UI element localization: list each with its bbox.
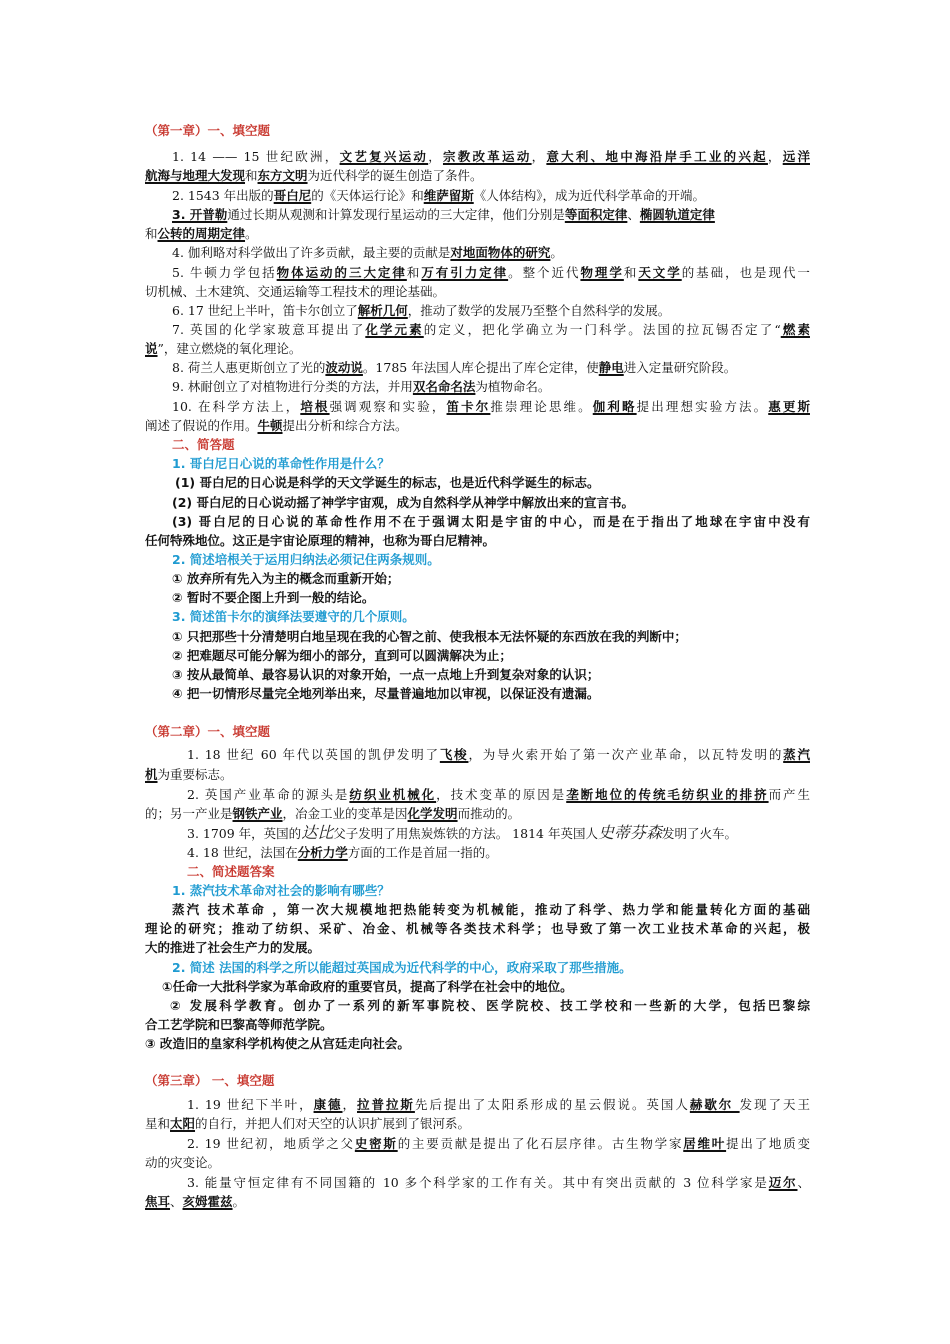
ch3-q1-line2: [145, 1114, 810, 1133]
answer: 牛顿: [257, 418, 283, 433]
text-run: 。: [232, 1194, 246, 1209]
answer: 赫歇尔: [689, 1097, 740, 1112]
ch1-s2-answer-2: ② 暂时不要企图上升到一般的结论。: [172, 590, 375, 605]
ch2-q2-line2: [145, 804, 810, 823]
text-run: 的自行，并把人们对天空的认识扩展到了银河系。: [195, 1116, 471, 1131]
text-run: 的；另一产业是: [145, 806, 233, 821]
ch1-q7-line2: [145, 339, 810, 358]
text-run: 2. 英国产业革命的源头是: [187, 787, 350, 802]
text-run: 发明了火车。: [661, 826, 737, 841]
ch2-q2-line1: [187, 785, 810, 804]
text-run: 9. 林耐创立了对植物进行分类的方法，并用: [172, 379, 413, 394]
text-run: 先后提出了太阳系形成的星云假说。英国人: [414, 1097, 690, 1112]
answer: 文艺复兴运动: [339, 149, 429, 164]
ch1-s1-question: 1. 哥白尼日心说的革命性作用是什么？: [172, 456, 390, 471]
text-run: 而产生: [768, 787, 810, 802]
text-run: ，为导火索开始了第一次产业革命，以瓦特发明的: [468, 747, 784, 762]
answer: 康德: [313, 1097, 343, 1112]
ch1-q5-line1: [172, 263, 810, 282]
answer: 史密斯: [354, 1136, 398, 1151]
text-run: 。: [245, 226, 258, 241]
ch1-q4: [172, 243, 810, 262]
ch2-q4: [187, 843, 810, 862]
ch2-short-answer-heading: 二、简述题答案: [187, 864, 275, 879]
answer: 双名命名法: [412, 379, 476, 394]
text-run: 。1785 年法国人库仑提出了库仑定律，使: [362, 360, 599, 375]
text-run: 进入定量研究阶段。: [623, 360, 737, 375]
chapter-2-heading: （第二章）一、填空题: [145, 724, 271, 739]
text-run: 提出了地质变: [726, 1136, 810, 1151]
ch2-s1-answer-line2: 理论的研究；推动了纺织、采矿、冶金、机械等各类技术科学；也导致了第一次工业技术革命的兴起，极: [145, 921, 810, 936]
answer: 培根: [300, 399, 330, 414]
ch1-q10-line1: [172, 397, 810, 416]
answer: 化学发明: [407, 806, 458, 821]
answer: 飞梭: [439, 747, 469, 762]
ch3-q2-line1: [187, 1134, 810, 1153]
ch1-q1-line2: [145, 166, 810, 185]
text-run: 而推动的。: [457, 806, 521, 821]
answer: 天文学: [638, 265, 682, 280]
answer: 亥姆霍兹: [182, 1194, 233, 1209]
text-run: 推崇理论思维。: [490, 399, 593, 414]
answer: 纺织业机械化: [349, 787, 437, 802]
text-run: ”，建立燃烧的氧化理论。: [157, 341, 302, 356]
text-run: 。整个近代: [508, 265, 581, 280]
handwritten-answer: 达比: [301, 823, 334, 842]
chapter-3-heading: （第三章） 一、填空题: [145, 1073, 275, 1088]
text-run: 为植物命名。: [475, 379, 551, 394]
answer: 钢铁产业: [232, 806, 283, 821]
ch2-s2-answer-3: ③ 改造旧的皇家科学机构使之从宫廷走向社会。: [145, 1036, 410, 1051]
text-run: 、: [797, 1175, 810, 1190]
text-run: 星和: [145, 1116, 171, 1131]
answer: 东方文明: [257, 168, 308, 183]
text-run: 发现了天王: [739, 1097, 810, 1112]
ch1-s3-answer-4: ④ 把一切情形尽量完全地列举出来，尽量普遍地加以审视，以保证没有遗漏。: [172, 686, 600, 701]
text-run: 1. 18 世纪 60 年代以英国的凯伊发明了: [187, 747, 440, 762]
ch1-s3-answer-1: ① 只把那些十分清楚明白地呈现在我的心智之前、使我根本无法怀疑的东西放在我的判断中；: [172, 629, 687, 644]
text-run: 方面的工作是首屈一指的。: [347, 845, 498, 860]
answer: 物理学: [580, 265, 624, 280]
ch1-s1-answer-3-line2: 任何特殊地位。这正是宇宙论原理的精神，也称为哥白尼精神。: [145, 533, 496, 548]
ch1-q2: [172, 186, 810, 205]
answer: 惠更斯: [768, 399, 810, 414]
text-run: 和: [145, 226, 158, 241]
answer: 意大利、地中海沿岸手工业的兴起: [546, 149, 768, 164]
text-run: ，技术变革的原因是: [436, 787, 567, 802]
text-run: 8. 荷兰人惠更斯创立了光的: [172, 360, 326, 375]
text-run: 的基础，也是现代一: [681, 265, 810, 280]
text-run: 父子发明了用焦炭炼铁的方法。 1814 年英国人: [333, 826, 598, 841]
text-run: 1. 19 世纪下半叶，: [187, 1097, 314, 1112]
handwritten-answer: 史蒂芬森: [597, 823, 662, 842]
ch1-short-answer-heading: 二、简答题: [172, 437, 235, 452]
answer: 对地面物体的研究: [450, 245, 551, 260]
answer: 静电: [598, 360, 624, 375]
answer: 蒸汽: [783, 747, 810, 762]
ch1-q5-line2: 切机械、土木建筑、交通运输等工程技术的理论基础。: [145, 284, 446, 299]
ch1-s3-answer-2: ② 把难题尽可能分解为细小的部分，直到可以圆满解决为止；: [172, 648, 512, 663]
answer: 居维叶: [683, 1136, 727, 1151]
ch1-s2-question: 2. 简述培根关于运用归纳法必须记住两条规则。: [172, 552, 440, 567]
answer: 波动说: [325, 360, 363, 375]
answer: 物体运动的三大定律: [276, 265, 407, 280]
ch2-s2-answer-1: ①任命一大批科学家为革命政府的重要官员，提高了科学在社会中的地位。: [162, 979, 573, 994]
answer: 维萨留斯: [423, 188, 474, 203]
ch2-q3: [187, 823, 810, 843]
text-run: ，: [428, 149, 443, 164]
answer: 宗教改革运动: [442, 149, 532, 164]
text-run: 提出理想实验方法。: [636, 399, 769, 414]
ch2-s2-question: 2. 简述 法国的科学之所以能超过英国成为近代科学的中心，政府采取了那些措施。: [172, 960, 632, 975]
ch1-s3-answer-3: ③ 按从最简单、最容易认识的对象开始，一点一点地上升到复杂对象的认识；: [172, 667, 600, 682]
ch2-q1-line1: [187, 745, 810, 764]
ch1-q8: [172, 358, 810, 377]
ch2-s2-answer-2-line2: 合工艺学院和巴黎高等师范学院。: [145, 1017, 333, 1032]
text-run: 6. 17 世纪上半叶，笛卡尔创立了: [172, 303, 358, 318]
text-run: ，: [342, 1097, 357, 1112]
ch3-q3-line1: [187, 1173, 810, 1192]
ch2-q1-line2: [145, 765, 810, 784]
chapter-1-heading: （第一章）一、填空题: [145, 123, 271, 138]
answer: 笛卡尔: [446, 399, 491, 414]
text-run: 。: [550, 245, 563, 260]
answer: 化学元素: [365, 322, 424, 337]
text-run: 为重要标志。: [157, 767, 233, 782]
text-run: 7. 英国的化学家玻意耳提出了: [172, 322, 366, 337]
ch2-s2-answer-2-line1: ② 发展科学教育。创办了一系列的新军事院校、医学院校、技工学校和一些新的大学，包括巴黎综: [170, 998, 810, 1013]
text-run: ，: [531, 149, 547, 164]
ch1-s1-answer-1: (1) 哥白尼的日心说是科学的天文学诞生的标志，也是近代科学诞生的标志。: [175, 475, 600, 490]
answer: 万有引力定律: [421, 265, 509, 280]
answer: 拉普拉斯: [357, 1097, 415, 1112]
text-run: 提出分析和综合方法。: [282, 418, 408, 433]
text-run: 阐述了假说的作用。: [145, 418, 258, 433]
text-run: 1. 14 —— 15 世纪欧洲，: [172, 149, 340, 164]
text-run: 的主要贡献是提出了化石层序律。古生物学家: [397, 1136, 684, 1151]
answer: 分析力学: [297, 845, 348, 860]
text-run: 、: [627, 207, 640, 222]
answer: 等面积定律: [564, 207, 628, 222]
ch1-s1-answer-2: (2) 哥白尼的日心说动摇了神学宇宙观，成为自然科学从神学中解放出来的宣言书。: [172, 495, 634, 510]
answer: 焦耳: [145, 1194, 171, 1209]
answer: 航海与地理大发现: [145, 168, 246, 183]
answer: 机: [145, 767, 158, 782]
ch1-s2-answer-1: ① 放弃所有先入为主的概念而重新开始；: [172, 571, 400, 586]
ch2-s1-answer-line3: 大的推进了社会生产力的发展。: [145, 940, 321, 955]
text-run: ，冶金工业的变革是因: [282, 806, 408, 821]
text-run: 2. 19 世纪初，地质学之父: [187, 1136, 355, 1151]
text-run: 通过长期从观测和计算发现行星运动的三大定律，他们分别是: [227, 207, 565, 222]
answer: 哥白尼: [273, 188, 312, 203]
text-run: 的《天体运行论》和: [311, 188, 424, 203]
text-run: 的定义，把化学确立为一门科学。法国的拉瓦锡否定了“: [423, 322, 781, 337]
answer: 椭圆轨道定律: [639, 207, 715, 222]
text-run: 为近代科学的诞生创造了条件。: [307, 168, 483, 183]
ch1-q6: [172, 301, 810, 320]
text-run: ，: [767, 149, 783, 164]
ch1-q7-line1: [172, 320, 810, 339]
ch1-q1-line1: [172, 147, 810, 166]
ch1-q9: [172, 377, 810, 396]
answer: 3. 开普勒: [172, 207, 228, 222]
text-run: 4. 18 世纪，法国在: [187, 845, 298, 860]
ch1-q10-line2: [145, 416, 810, 435]
text-run: 10. 在科学方法上，: [172, 399, 301, 414]
text-run: 和: [406, 265, 422, 280]
answer: 解析几何: [357, 303, 408, 318]
text-run: 强调观察和实验，: [329, 399, 447, 414]
ch1-q3-line2: [145, 224, 810, 243]
ch3-q1-line1: [187, 1095, 810, 1114]
text-run: 和: [245, 168, 258, 183]
ch3-q3-line2: [145, 1192, 810, 1211]
text-run: 和: [623, 265, 639, 280]
ch1-q3-line1: [172, 205, 810, 224]
answer: 燃素: [780, 322, 810, 337]
answer: 伽利略: [592, 399, 637, 414]
answer: 太阳: [170, 1116, 196, 1131]
answer: 说: [145, 341, 158, 356]
text-run: 3. 1709 年，英国的: [187, 826, 302, 841]
answer: 公转的周期定律: [157, 226, 246, 241]
answer: 远洋: [782, 149, 810, 164]
ch1-s1-answer-3-line1: (3) 哥白尼的日心说的革命性作用不在于强调太阳是宇宙的中心，而是在于指出了地球在宇宙中没有: [172, 514, 810, 529]
text-run: ，推动了数学的发展乃至整个自然科学的发展。: [407, 303, 671, 318]
ch1-s3-question: 3. 简述笛卡尔的演绎法要遵守的几个原则。: [172, 609, 415, 624]
answer: 迈尔: [768, 1175, 798, 1190]
ch2-s1-question: 1. 蒸汽技术革命对社会的影响有哪些？: [172, 883, 390, 898]
text-run: 5. 牛顿力学包括: [172, 265, 277, 280]
ch3-q2-line2: 动的灾变论。: [145, 1155, 221, 1170]
text-run: 2. 1543 年出版的: [172, 188, 274, 203]
text-run: 《人体结构》，成为近代科学革命的开端。: [473, 188, 705, 203]
text-run: 4. 伽利略对科学做出了许多贡献，最主要的贡献是: [172, 245, 451, 260]
ch2-s1-answer-line1: 蒸汽 技术革命 ，第一次大规模地把热能转变为机械能，推动了科学、热力学和能量转化方面的基础: [172, 902, 810, 917]
answer: 垄断地位的传统毛纺织业的排挤: [566, 787, 769, 802]
text-run: 3. 能量守恒定律有不同国籍的 10 多个科学家的工作有关。其中有突出贡献的 3 位科学家是: [187, 1175, 769, 1190]
text-run: 、: [170, 1194, 183, 1209]
